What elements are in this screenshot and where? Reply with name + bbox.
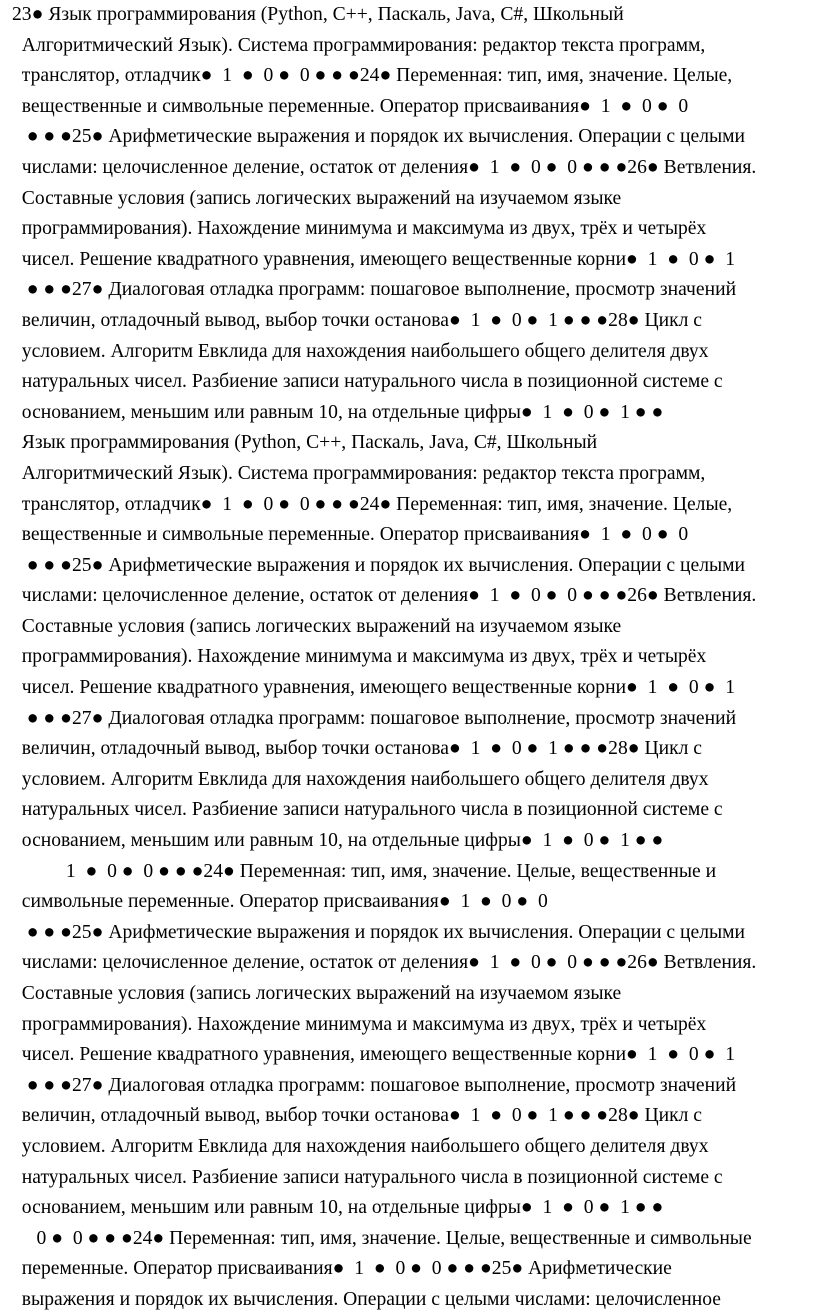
text-line: условием. Алгоритм Евклида для нахождения наибольшего общего делителя двух [12,768,709,790]
text-line: основанием, меньшим или равным 10, на отдельные цифры● 1 ● 0 ● 1 ● ● [12,1197,664,1219]
text-line: ● ● ●27● Диалоговая отладка программ: пошаговое выполнение, просмотр значений [12,279,737,301]
text-line: чисел. Решение квадратного уравнения, имеющего вещественные корни● 1 ● 0 ● 1 [12,677,736,699]
text-line: натуральных чисел. Разбиение записи натурального числа в позиционной системе с [12,799,723,821]
text-line: транслятор, отладчик● 1 ● 0 ● 0 ● ● ●24● Переменная: тип, имя, значение. Целые, [12,493,733,515]
text-line: Составные условия (запись логических выражений на изучаемом языке [12,983,622,1004]
text-line: вещественные и символьные переменные. Оператор присваивания● 1 ● 0 ● 0 [12,524,689,546]
text-line: символьные переменные. Оператор присваивания● 1 ● 0 ● 0 [12,891,548,913]
text-line: Язык программирования (Python, C++, Паскаль, Java, C#, Школьный [12,432,598,454]
text-line: условием. Алгоритм Евклида для нахождения наибольшего общего делителя двух [12,340,709,362]
text-line: программирования). Нахождение минимума и максимума из двух, трёх и четырёх [12,646,707,668]
text-line: Алгоритмический Язык). Система программирования: редактор текста программ, [12,34,706,56]
text-line: вещественные и символьные переменные. Оператор присваивания● 1 ● 0 ● 0 [12,95,689,117]
text-line: натуральных чисел. Разбиение записи натурального числа в позиционной системе с [12,371,723,393]
document-text [12,0,808,1316]
text-line: величин, отладочный вывод, выбор точки останова● 1 ● 0 ● 1 ● ● ●28● Цикл с [12,1105,702,1127]
text-line: ● ● ●25● Арифметические выражения и порядок их вычисления. Операции с целыми [12,921,746,943]
text-line: Составные условия (запись логических выражений на изучаемом языке [12,187,622,209]
text-line: величин, отладочный вывод, выбор точки останова● 1 ● 0 ● 1 ● ● ●28● Цикл с [12,738,702,760]
text-line: числами: целочисленное деление, остаток от деления● 1 ● 0 ● 0 ● ● ●26● Ветвления. [12,952,757,974]
text-line: переменные. Оператор присваивания● 1 ● 0 ● 0 ● ● ●25● Арифметические [12,1258,672,1280]
text-line: программирования). Нахождение минимума и максимума из двух, трёх и четырёх [12,218,707,240]
text-line: ● ● ●27● Диалоговая отладка программ: пошаговое выполнение, просмотр значений [12,1074,737,1096]
text-line: выражения и порядок их вычисления. Операции с целыми числами: целочисленное [12,1288,722,1310]
text-line: условием. Алгоритм Евклида для нахождения наибольшего общего делителя двух [12,1135,709,1157]
text-line: транслятор, отладчик● 1 ● 0 ● 0 ● ● ●24● Переменная: тип, имя, значение. Целые, [12,65,733,87]
text-line: числами: целочисленное деление, остаток от деления● 1 ● 0 ● 0 ● ● ●26● Ветвления. [12,156,757,178]
text-line: числами: целочисленное деление, остаток от деления● 1 ● 0 ● 0 ● ● ●26● Ветвления. [12,585,757,607]
text-line: программирования). Нахождение минимума и максимума из двух, трёх и четырёх [12,1013,707,1035]
text-line: величин, отладочный вывод, выбор точки останова● 1 ● 0 ● 1 ● ● ●28● Цикл с [12,309,702,331]
text-line: ● ● ●25● Арифметические выражения и порядок их вычисления. Операции с целыми [12,126,746,148]
text-line: основанием, меньшим или равным 10, на отдельные цифры● 1 ● 0 ● 1 ● ● [12,401,664,423]
text-line: 23● Язык программирования (Python, C++, Паскаль, Java, C#, Школьный [12,4,624,25]
text-line: чисел. Решение квадратного уравнения, имеющего вещественные корни● 1 ● 0 ● 1 [12,1044,736,1066]
text-line: ● ● ●25● Арифметические выражения и порядок их вычисления. Операции с целыми [12,554,746,576]
text-line: 1 ● 0 ● 0 ● ● ●24● Переменная: тип, имя, значение. Целые, вещественные и [12,860,717,882]
text-line: Алгоритмический Язык). Система программирования: редактор текста программ, [12,462,706,484]
text-line: чисел. Решение квадратного уравнения, имеющего вещественные корни● 1 ● 0 ● 1 [12,248,736,270]
text-line: натуральных чисел. Разбиение записи натурального числа в позиционной системе с [12,1166,723,1188]
text-line: основанием, меньшим или равным 10, на отдельные цифры● 1 ● 0 ● 1 ● ● [12,830,664,852]
text-line: 0 ● 0 ● ● ●24● Переменная: тип, имя, значение. Целые, вещественные и символьные [12,1227,752,1249]
text-line: Составные условия (запись логических выражений на изучаемом языке [12,615,622,637]
text-line: ● ● ●27● Диалоговая отладка программ: пошаговое выполнение, просмотр значений [12,707,737,729]
